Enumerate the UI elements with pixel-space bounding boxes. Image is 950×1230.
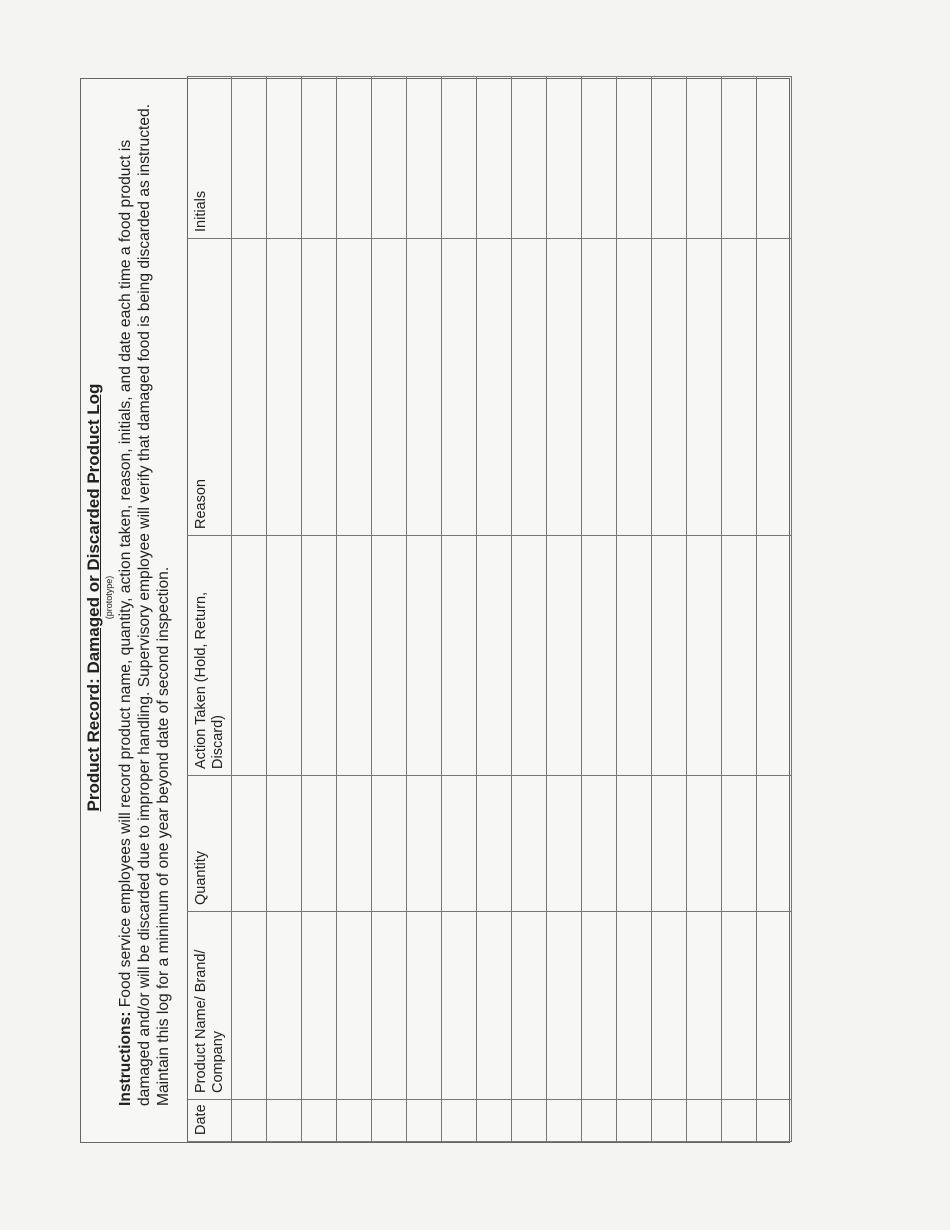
column-header-product: Product Name/ Brand/ Company [188, 912, 232, 1100]
cell-initials[interactable] [652, 77, 687, 239]
cell-reason[interactable] [582, 239, 617, 536]
cell-product[interactable] [547, 912, 582, 1100]
cell-reason[interactable] [407, 239, 442, 536]
cell-date[interactable] [477, 1100, 512, 1142]
cell-product[interactable] [407, 912, 442, 1100]
cell-action[interactable] [302, 536, 337, 776]
table-row [547, 77, 582, 1142]
cell-product[interactable] [617, 912, 652, 1100]
cell-date[interactable] [302, 1100, 337, 1142]
cell-product[interactable] [512, 912, 547, 1100]
table-row [512, 77, 547, 1142]
cell-action[interactable] [757, 536, 792, 776]
column-header-action: Action Taken (Hold, Return, Discard) [188, 536, 232, 776]
cell-product[interactable] [442, 912, 477, 1100]
cell-product[interactable] [722, 912, 757, 1100]
cell-product[interactable] [372, 912, 407, 1100]
cell-quantity[interactable] [582, 776, 617, 912]
cell-date[interactable] [407, 1100, 442, 1142]
cell-date[interactable] [442, 1100, 477, 1142]
cell-reason[interactable] [477, 239, 512, 536]
cell-reason[interactable] [687, 239, 722, 536]
cell-date[interactable] [582, 1100, 617, 1142]
table-row [722, 77, 757, 1142]
cell-initials[interactable] [512, 77, 547, 239]
cell-date[interactable] [232, 1100, 267, 1142]
cell-reason[interactable] [547, 239, 582, 536]
cell-quantity[interactable] [337, 776, 372, 912]
cell-action[interactable] [267, 536, 302, 776]
form-title: Product Record: Damaged or Discarded Product Log [84, 383, 103, 812]
cell-product[interactable] [302, 912, 337, 1100]
cell-reason[interactable] [652, 239, 687, 536]
cell-reason[interactable] [722, 239, 757, 536]
cell-initials[interactable] [407, 77, 442, 239]
cell-reason[interactable] [617, 239, 652, 536]
table-row [442, 77, 477, 1142]
cell-initials[interactable] [337, 77, 372, 239]
cell-reason[interactable] [512, 239, 547, 536]
cell-action[interactable] [722, 536, 757, 776]
table-row [407, 77, 442, 1142]
cell-quantity[interactable] [652, 776, 687, 912]
cell-action[interactable] [512, 536, 547, 776]
cell-date[interactable] [652, 1100, 687, 1142]
cell-reason[interactable] [757, 239, 792, 536]
cell-quantity[interactable] [512, 776, 547, 912]
table-row [337, 77, 372, 1142]
cell-product[interactable] [267, 912, 302, 1100]
column-header-reason: Reason [188, 239, 232, 536]
cell-initials[interactable] [372, 77, 407, 239]
cell-product[interactable] [337, 912, 372, 1100]
cell-date[interactable] [267, 1100, 302, 1142]
cell-action[interactable] [687, 536, 722, 776]
cell-product[interactable] [687, 912, 722, 1100]
cell-product[interactable] [582, 912, 617, 1100]
cell-date[interactable] [687, 1100, 722, 1142]
cell-quantity[interactable] [547, 776, 582, 912]
cell-reason[interactable] [442, 239, 477, 536]
cell-action[interactable] [442, 536, 477, 776]
table-row [372, 77, 407, 1142]
cell-initials[interactable] [267, 77, 302, 239]
instructions-paragraph [116, 89, 173, 1106]
table-row [477, 77, 512, 1142]
table-row [617, 77, 652, 1142]
column-header-quantity: Quantity [188, 776, 232, 912]
form-header [81, 79, 187, 1142]
cell-date[interactable] [512, 1100, 547, 1142]
table-row [267, 77, 302, 1142]
cell-reason[interactable] [337, 239, 372, 536]
column-header-date: Date [188, 1100, 232, 1142]
cell-date[interactable] [757, 1100, 792, 1142]
log-table [187, 76, 792, 1142]
instructions-label: Instructions: [117, 1011, 134, 1106]
cell-quantity[interactable] [477, 776, 512, 912]
cell-initials[interactable] [302, 77, 337, 239]
cell-quantity[interactable] [442, 776, 477, 912]
cell-reason[interactable] [232, 239, 267, 536]
table-row [652, 77, 687, 1142]
cell-action[interactable] [337, 536, 372, 776]
cell-quantity[interactable] [302, 776, 337, 912]
cell-reason[interactable] [372, 239, 407, 536]
cell-initials[interactable] [617, 77, 652, 239]
product-log-form [80, 78, 790, 1143]
cell-action[interactable] [477, 536, 512, 776]
cell-initials[interactable] [582, 77, 617, 239]
cell-product[interactable] [652, 912, 687, 1100]
cell-quantity[interactable] [232, 776, 267, 912]
cell-action[interactable] [407, 536, 442, 776]
table-row [757, 77, 792, 1142]
cell-quantity[interactable] [722, 776, 757, 912]
cell-date[interactable] [722, 1100, 757, 1142]
cell-quantity[interactable] [372, 776, 407, 912]
table-row [302, 77, 337, 1142]
cell-quantity[interactable] [267, 776, 302, 912]
instructions-text: Food service employees will record product name, quantity, action taken, reason, initials, and date each time a food product is damaged and/or will be discarded due to improper handling. Supervisory employee will verify that damaged food is being discarded as instructed. Maintain this log for a minimum of one year beyond date of second inspection. [117, 103, 172, 1106]
table-row [232, 77, 267, 1142]
cell-initials[interactable] [547, 77, 582, 239]
cell-initials[interactable] [232, 77, 267, 239]
cell-date[interactable] [372, 1100, 407, 1142]
cell-action[interactable] [617, 536, 652, 776]
cell-initials[interactable] [757, 77, 792, 239]
table-row [687, 77, 722, 1142]
cell-initials[interactable] [687, 77, 722, 239]
cell-quantity[interactable] [407, 776, 442, 912]
cell-date[interactable] [337, 1100, 372, 1142]
cell-quantity[interactable] [617, 776, 652, 912]
table-body [232, 77, 792, 1142]
cell-quantity[interactable] [687, 776, 722, 912]
cell-action[interactable] [547, 536, 582, 776]
cell-initials[interactable] [477, 77, 512, 239]
cell-product[interactable] [232, 912, 267, 1100]
cell-date[interactable] [547, 1100, 582, 1142]
cell-date[interactable] [617, 1100, 652, 1142]
cell-reason[interactable] [267, 239, 302, 536]
table-row [582, 77, 617, 1142]
cell-action[interactable] [232, 536, 267, 776]
cell-initials[interactable] [722, 77, 757, 239]
cell-action[interactable] [582, 536, 617, 776]
cell-action[interactable] [652, 536, 687, 776]
cell-action[interactable] [372, 536, 407, 776]
cell-product[interactable] [757, 912, 792, 1100]
table-header-row [188, 77, 232, 1142]
cell-reason[interactable] [302, 239, 337, 536]
column-header-initials: Initials [188, 77, 232, 239]
cell-product[interactable] [477, 912, 512, 1100]
form-subtitle: (prototype) [104, 575, 114, 620]
cell-initials[interactable] [442, 77, 477, 239]
cell-quantity[interactable] [757, 776, 792, 912]
